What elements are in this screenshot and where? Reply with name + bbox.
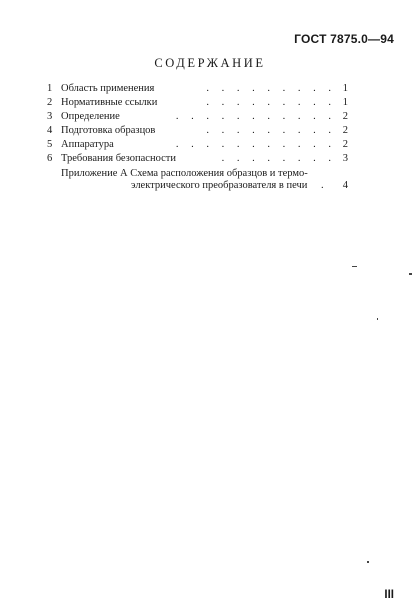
- toc-item: [0, 96, 420, 110]
- toc-item-number: 1: [47, 83, 53, 94]
- scan-speck: [367, 561, 369, 563]
- toc-item: [0, 152, 420, 166]
- toc-item-title: Нормативные ссылки: [61, 97, 158, 108]
- toc-item-leader: . . . . . . . . . . .: [175, 111, 336, 122]
- toc-item-leader: . . . . . . . .: [221, 153, 336, 164]
- toc-item-leader: . . . . . . . . .: [206, 83, 336, 94]
- toc-appendix-leader: .: [321, 180, 324, 191]
- toc-item-title: Определение: [61, 111, 120, 122]
- page-number: III: [384, 589, 394, 601]
- toc-item: [0, 82, 420, 96]
- scan-speck: [409, 273, 412, 275]
- toc-item: [0, 138, 420, 152]
- toc-heading: СОДЕРЖАНИЕ: [154, 56, 266, 70]
- toc-item-leader: . . . . . . . . .: [206, 125, 336, 136]
- toc-item-page: 2: [342, 111, 348, 122]
- toc-item-page: 1: [342, 83, 348, 94]
- toc-item-title: Требования безопасности: [61, 153, 176, 164]
- toc-appendix-title-line2: электрического преобразователя в печи: [131, 180, 308, 191]
- toc-item-title: Область применения: [61, 83, 155, 94]
- toc-item-page: 1: [342, 97, 348, 108]
- toc-appendix-page: 4: [342, 180, 348, 191]
- toc-item-number: 3: [47, 111, 53, 122]
- scan-speck: [377, 318, 378, 320]
- toc-item-page: 3: [342, 153, 348, 164]
- toc-item-title: Аппаратура: [61, 139, 114, 150]
- toc-item-leader: . . . . . . . . . . .: [175, 139, 336, 150]
- scan-speck: [352, 266, 357, 267]
- document-standard-number: ГОСТ 7875.0—94: [294, 32, 394, 46]
- toc-item-page: 2: [342, 125, 348, 136]
- toc-item: [0, 124, 420, 138]
- toc-item-title: Подготовка образцов: [61, 125, 156, 136]
- toc-item-leader: . . . . . . . . .: [206, 97, 336, 108]
- toc-item-number: 5: [47, 139, 53, 150]
- toc-item-number: 2: [47, 97, 53, 108]
- toc-item-number: 4: [47, 125, 53, 136]
- toc-item: [0, 110, 420, 124]
- toc-item-number: 6: [47, 153, 53, 164]
- toc-item-page: 2: [342, 139, 348, 150]
- toc-appendix-title-line1: Приложение А Схема расположения образцов и термо-: [61, 168, 308, 179]
